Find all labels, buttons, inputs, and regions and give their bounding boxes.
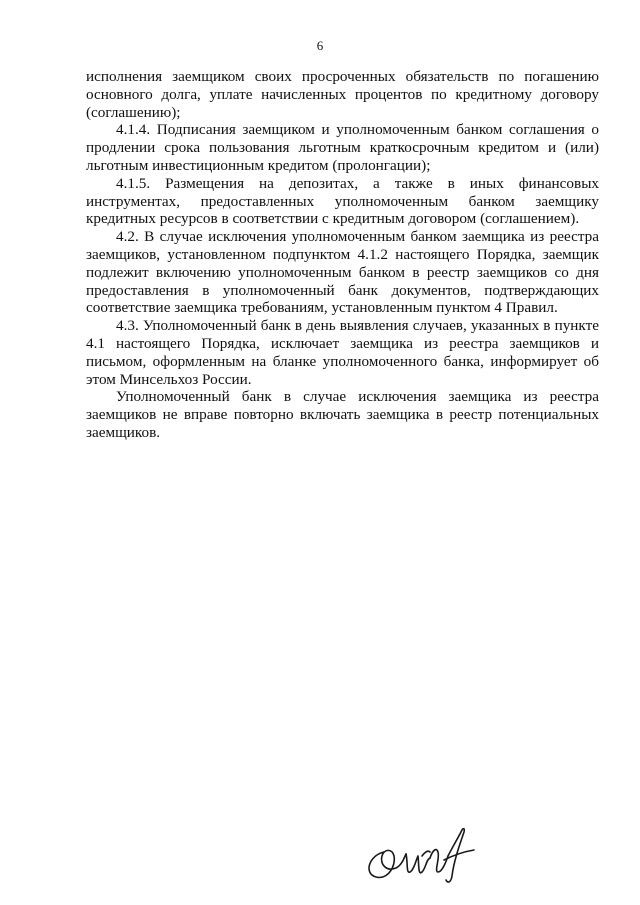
paragraph-4-3: 4.3. Уполномоченный банк в день выявления случаев, указанных в пункте 4.1 настоящего Порядка, исключает заемщика из реестра заемщиков и письмом, оформленным на бланке уполномоченного банка, информирует об этом Минсельхоз России. (86, 317, 599, 388)
page-number: 6 (316, 38, 324, 53)
paragraph-4-1-4: 4.1.4. Подписания заемщиком и уполномоченным банком соглашения о продлении срока пользования льготным краткосрочным кредитом и (или) льготным инвестиционным кредитом (пролонгации); (86, 121, 599, 174)
document-body (86, 68, 599, 442)
paragraph-4-2: 4.2. В случае исключения уполномоченным банком заемщика из реестра заемщиков, установленном подпунктом 4.1.2 настоящего Порядка, заемщик подлежит включению уполномоченным банком в реестр заемщиков со дня предоставления в уполномоченный банк документов, подтверждающих соответствие заемщика требованиям, установленным пунктом 4 Правил. (86, 228, 599, 317)
paragraph-4-1-5: 4.1.5. Размещения на депозитах, а также в иных финансовых инструментах, предоставленных уполномоченным банком заемщику кредитных ресурсов в соответствии с кредитным договором (соглашением). (86, 174, 599, 228)
paragraph-continuation: исполнения заемщиком своих просроченных обязательств по погашению основного долга, уплате начисленных процентов по кредитному договору (соглашению); (86, 68, 599, 121)
handwritten-signature (362, 822, 480, 884)
paragraph-final: Уполномоченный банк в случае исключения заемщика из реестра заемщиков не вправе повторно включать заемщика в реестр потенциальных заемщиков. (86, 388, 599, 441)
